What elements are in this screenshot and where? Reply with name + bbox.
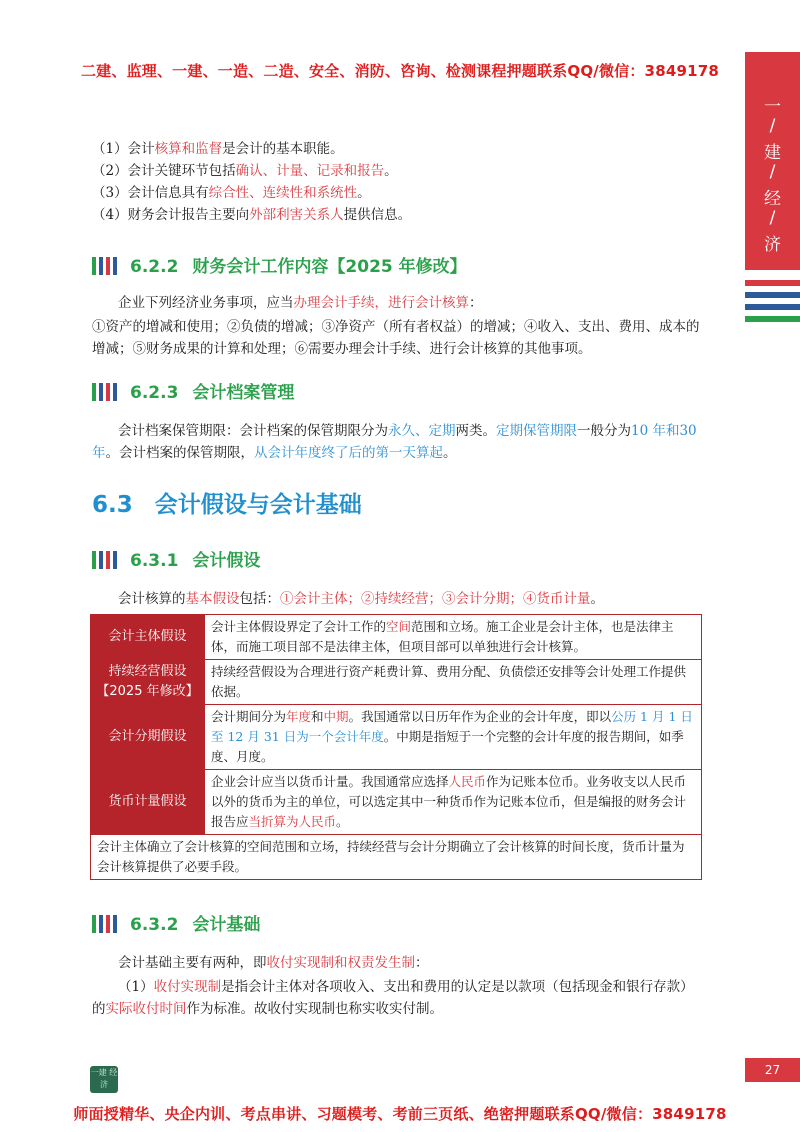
- paragraph: 会计核算的基本假设包括：①会计主体；②持续经营；③会计分期；④货币计量。: [118, 591, 604, 607]
- row-header: 会计分期假设: [91, 705, 205, 770]
- side-tab-char: /: [769, 162, 776, 182]
- paragraph: 会计档案保管期限：会计档案的保管期限分为永久、定期两类。定期保管期限一般分为10 年和30 年。会计档案的保管期限，从会计年度终了后的第一天算起。: [92, 423, 697, 461]
- side-tab-char: 济: [764, 235, 781, 255]
- function-list: [92, 138, 702, 226]
- side-tab-char: /: [769, 208, 776, 228]
- row-header: 会计主体假设: [91, 615, 205, 660]
- section-bars-icon: [92, 551, 120, 569]
- table-cell: 企业会计应当以货币计量。我国通常应选择人民币作为记账本位币。业务收支以人民币以外的货币为主的单位，可以选定其中一种货币作为记账本位币，但是编报的财务会计报告应当折算为人民币。: [205, 770, 702, 835]
- section-heading-6-3-1: 6.3.1 会计假设: [92, 546, 260, 572]
- side-tab-char: 经: [764, 189, 781, 209]
- table-cell: 会计主体假设界定了会计工作的空间范围和立场。施工企业是会计主体，也是法律主体，而施工项目部不是法律主体，但项目部可以单独进行会计核算。: [205, 615, 702, 660]
- stripe-blue: [745, 292, 800, 298]
- stripe-blue: [745, 304, 800, 310]
- side-tab-char: 一: [764, 97, 781, 117]
- table-cell: 持续经营假设为合理进行资产耗费计算、费用分配、负债偿还安排等会计处理工作提供依据。: [205, 660, 702, 705]
- table-summary: 会计主体确立了会计核算的空间范围和立场，持续经营与会计分期确立了会计核算的时间长度，货币计量为会计核算提供了必要手段。: [91, 835, 702, 880]
- stripe-green: [745, 316, 800, 322]
- table-row: [91, 835, 702, 880]
- section-bars-icon: [92, 383, 120, 401]
- section-heading-6-2-2: 6.2.2 财务会计工作内容【2025 年修改】: [92, 252, 467, 278]
- row-header: 货币计量假设: [91, 770, 205, 835]
- page-number: 27: [745, 1058, 800, 1082]
- side-tab-char: 建: [764, 143, 781, 163]
- table-row: [91, 770, 702, 835]
- paragraph: 企业下列经济业务事项，应当办理会计手续，进行会计核算：: [118, 295, 483, 311]
- row-header: 持续经营假设 【2025 年修改】: [91, 660, 205, 705]
- paragraph: （1）收付实现制是指会计主体对各项收入、支出和费用的认定是以款项（包括现金和银行存款）的实际收付时间作为标准。故收付实现制也称实收实付制。: [92, 979, 694, 1017]
- table-row: [91, 705, 702, 770]
- stripe-red: [745, 280, 800, 286]
- book-logo: 一建 经济: [90, 1066, 118, 1093]
- list-item: （4）财务会计报告主要向外部利害关系人提供信息。: [92, 207, 412, 223]
- table-cell: 会计期间分为年度和中期。我国通常以日历年作为企业的会计年度，即以公历 1 月 1 日至 12 月 31 日为一个会计年度。中期是指短于一个完整的会计年度的报告期间，如季度、月度。: [205, 705, 702, 770]
- list-item: （3）会计信息具有综合性、连续性和系统性。: [92, 185, 371, 201]
- section-heading-6-2-3: 6.2.3 会计档案管理: [92, 378, 294, 404]
- assumptions-table: [90, 614, 702, 880]
- section-bars-icon: [92, 915, 120, 933]
- section-bars-icon: [92, 257, 120, 275]
- paragraph: ①资产的增减和使用；②负债的增减；③净资产（所有者权益）的增减；④收入、支出、费用、成本的增减；⑤财务成果的计算和处理；⑥需要办理会计手续、进行会计核算的其他事项。: [92, 319, 700, 357]
- paragraph: 会计基础主要有两种，即收付实现制和权责发生制：: [118, 955, 429, 971]
- promo-banner-bottom: 师面授精华、央企内训、考点串讲、习题模考、考前三页纸、绝密押题联系QQ/微信：3849178: [73, 1105, 727, 1123]
- side-tab-char: /: [769, 116, 776, 136]
- table-row: [91, 660, 702, 705]
- list-item: （2）会计关键环节包括确认、计量、记录和报告。: [92, 163, 398, 179]
- promo-banner-top: 二建、监理、一建、一造、二造、安全、消防、咨询、检测课程押题联系QQ/微信：3849178: [80, 62, 720, 80]
- chapter-heading-6-3: 6.3 会计假设与会计基础: [92, 492, 362, 518]
- table-row: [91, 615, 702, 660]
- section-heading-6-3-2: 6.3.2 会计基础: [92, 910, 260, 936]
- chapter-side-tab: [745, 52, 800, 270]
- list-item: （1）会计核算和监督是会计的基本职能。: [92, 141, 344, 157]
